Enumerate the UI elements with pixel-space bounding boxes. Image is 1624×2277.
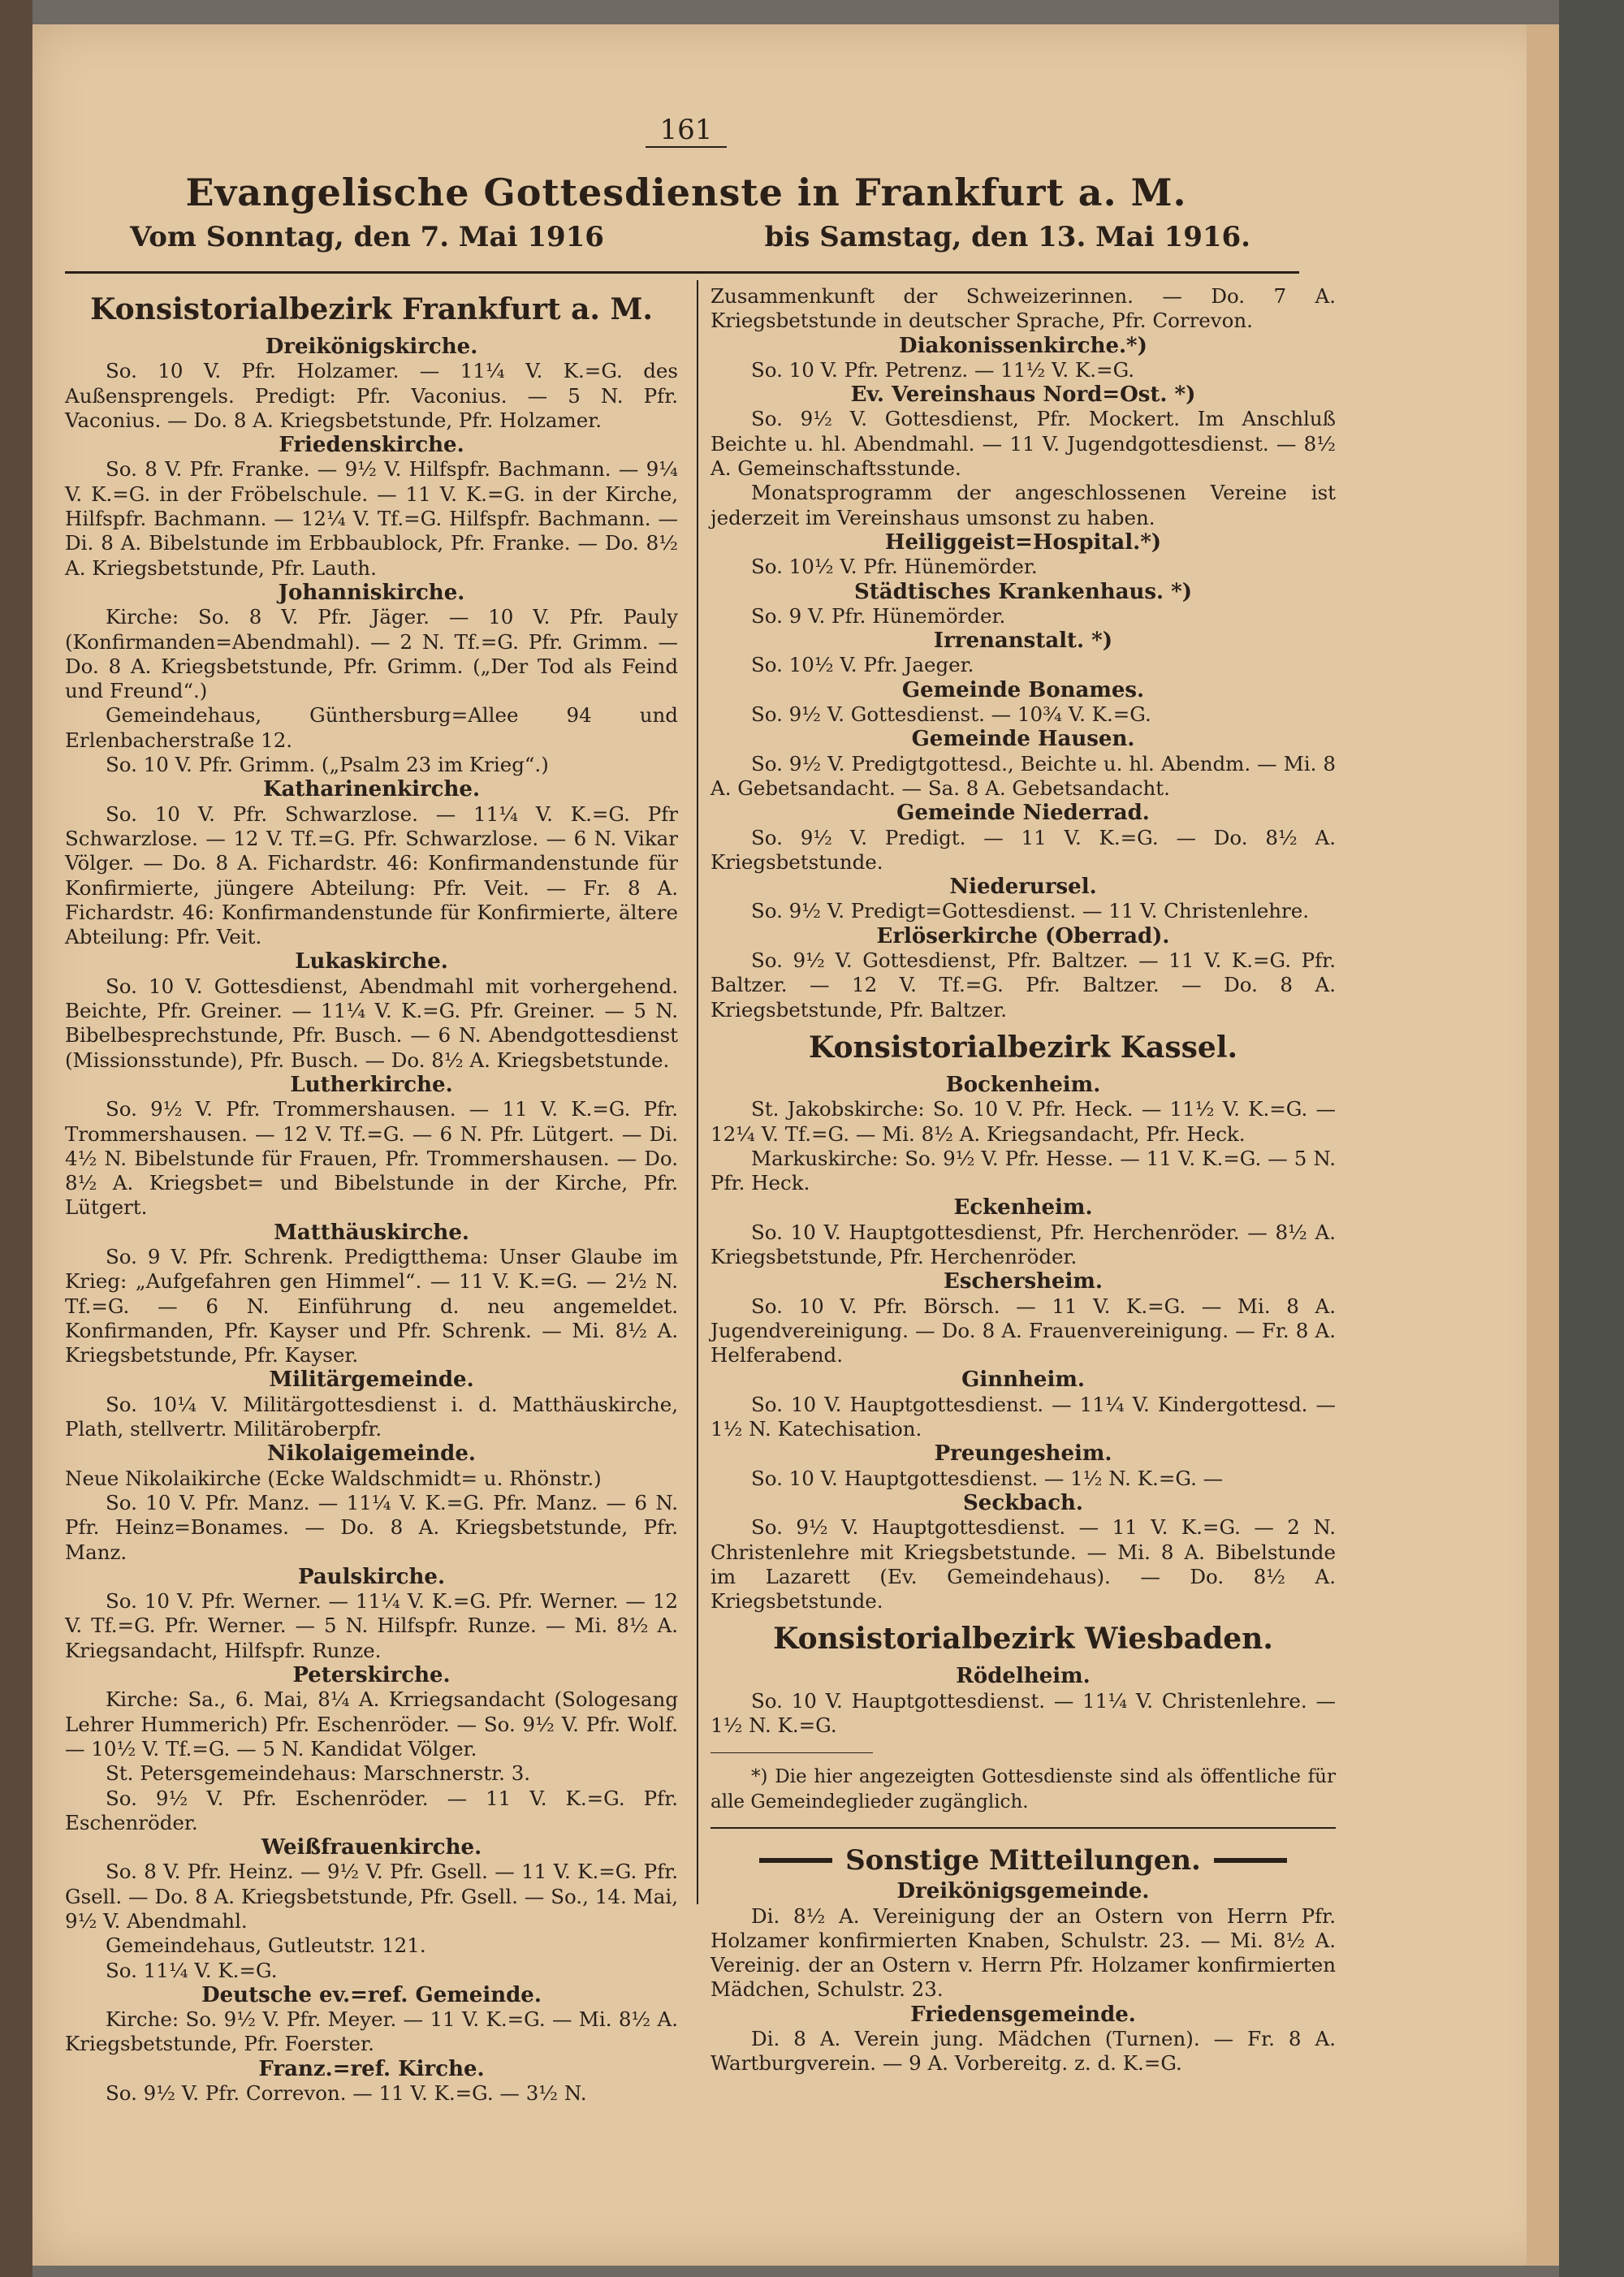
- service-text: So. 10 V. Pfr. Werner. — 11¼ V. K.=G. Pfr. Werner. — 12 V. Tf.=G. Pfr. Werner. — 5 N. Hilfspfr. Runze. — Mi. 8½ A. Kriegsandacht, Hilfspfr. Runze.: [65, 1589, 678, 1662]
- church-heading: Katharinenkirche.: [262, 777, 481, 802]
- church-heading: Lukaskirche.: [295, 949, 448, 974]
- service-text: So. 9 V. Pfr. Schrenk. Predigtthema: Unser Glaube im Krieg: „Aufgefahren gen Himmel“. — 11 V. K.=G. — 2½ N. Tf.=G. — 6 N. Einführung d. neu angemeldet. Konfirmanden, Pfr. Kayser und Pfr. Schrenk. — Mi. 8½ A. Kriegsbetstunde, Pfr. Kayser.: [65, 1244, 678, 1367]
- service-text: So. 9½ V. Predigt. — 11 V. K.=G. — Do. 8½ A. Kriegsbetstunde.: [710, 825, 1336, 874]
- service-text: Gemeindehaus, Günthersburg=Allee 94 und Erlenbacherstraße 12.: [65, 703, 678, 752]
- service-text: Zusammenkunft der Schweizerinnen. — Do. 7 A. Kriegsbetstunde in deutscher Sprache, Pfr. Correvon.: [710, 284, 1336, 333]
- service-text: So. 9½ V. Predigt=Gottesdienst. — 11 V. Christenlehre.: [751, 899, 1310, 923]
- church-heading: Preungesheim.: [934, 1441, 1112, 1467]
- service-text: So. 10 V. Pfr. Holzamer. — 11¼ V. K.=G. des Außensprengels. Predigt: Pfr. Vaconius. — 5 N. Pfr. Vaconius. — Do. 8 A. Kriegsbetstunde, Pfr. Holzamer.: [65, 359, 678, 432]
- service-text: So. 10 V. Pfr. Manz. — 11¼ V. K.=G. Pfr. Manz. — 6 N. Pfr. Heinz=Bonames. — Do. 8 A. Kriegsbetstunde, Pfr. Manz.: [65, 1490, 678, 1564]
- service-text: So. 10½ V. Pfr. Jaeger.: [751, 653, 974, 677]
- service-text: So. 9 V. Pfr. Hünemörder.: [751, 603, 1006, 628]
- church-heading: Peterskirche.: [292, 1663, 451, 1688]
- church-heading: Städtisches Krankenhaus. *): [853, 579, 1193, 604]
- service-text: So. 10½ V. Pfr. Hünemörder.: [751, 555, 1038, 579]
- service-text: So. 10 V. Pfr. Petrenz. — 11½ V. K.=G.: [751, 357, 1135, 382]
- service-text: Kirche: Sa., 6. Mai, 8¼ A. Krriegsandacht (Sologesang Lehrer Hummerich) Pfr. Eschenröder. — So. 9½ V. Pfr. Wolf. — 10½ V. Tf.=G. — 5 N. Kandidat Völger.: [65, 1687, 678, 1761]
- service-text: Monatsprogramm der angeschlossenen Vereine ist jederzeit im Vereinshaus umsonst zu haben.: [710, 481, 1336, 529]
- church-heading: Friedensgemeinde.: [910, 2002, 1136, 2027]
- service-text: So. 10 V. Hauptgottesdienst. — 1½ N. K.=G. —: [751, 1466, 1224, 1490]
- heading-bar: [1214, 1858, 1287, 1863]
- church-heading: Nikolaigemeinde.: [267, 1441, 476, 1467]
- church-heading: Johanniskirche.: [278, 580, 465, 605]
- service-text: Kirche: So. 8 V. Pfr. Jäger. — 10 V. Pfr. Pauly (Konfirmanden=Abendmahl). — 2 N. Tf.=G. Pfr. Grimm. — Do. 8 A. Kriegsbetstunde, Pfr. Grimm. („Der Tod als Feind und Freund“.): [65, 605, 678, 703]
- church-heading: Gemeinde Hausen.: [911, 727, 1135, 752]
- book-cover-edge: [1559, 0, 1624, 2277]
- church-heading: Seckbach.: [963, 1490, 1083, 1515]
- header-rule: [65, 271, 1299, 274]
- church-heading: Dreikönigskirche.: [265, 335, 478, 359]
- service-text: So. 10 V. Pfr. Schwarzlose. — 11¼ V. K.=G. Pfr Schwarzlose. — 12 V. Tf.=G. Pfr. Schwarzlose. — 6 N. Vikar Völger. — Do. 8 A. Fichardstr. 46: Konfirmandenstunde für Konfirmierte, jüngere Abteilung: Pfr. Veit. — Fr. 8 A. Fichardstr. 46: Konfirmandenstunde für Konfirmierte, ältere Abteilung: Pfr. Veit.: [65, 801, 678, 949]
- date-range: [73, 221, 1299, 253]
- date-from: Vom Sonntag, den 7. Mai 1916: [130, 221, 604, 253]
- church-heading: Ginnheim.: [961, 1367, 1085, 1393]
- service-text: So. 8 V. Pfr. Franke. — 9½ V. Hilfspfr. Bachmann. — 9¼ V. K.=G. in der Fröbelschule. — 11 V. K.=G. in der Kirche, Hilfspfr. Bachmann. — 12¼ V. Tf.=G. Hilfspfr. Bachmann. — Di. 8 A. Bibelstunde im Erbbaublock, Pfr. Franke. — Do. 8½ A. Kriegsbetstunde, Pfr. Lauth.: [65, 457, 678, 580]
- service-text: So. 9½ V. Pfr. Trommershausen. — 11 V. K.=G. Pfr. Trommershausen. — 12 V. Tf.=G. — 6 N. Pfr. Lütgert. — Di. 4½ N. Bibelstunde für Frauen, Pfr. Trommershausen. — Do. 8½ A. Kriegsbet= und Bibelstunde in der Kirche, Pfr. Lütgert.: [65, 1097, 678, 1220]
- service-text: So. 10 V. Pfr. Börsch. — 11 V. K.=G. — Mi. 8 A. Jugendvereinigung. — Do. 8 A. Frauenvereinigung. — Fr. 8 A. Helferabend.: [710, 1294, 1336, 1367]
- service-text: So. 8 V. Pfr. Heinz. — 9½ V. Pfr. Gsell. — 11 V. K.=G. Pfr. Gsell. — Do. 8 A. Kriegsbetstunde, Pfr. Gsell. — So., 14. Mai, 9½ V. Abendmahl.: [65, 1860, 678, 1933]
- service-text: So. 10 V. Hauptgottesdienst, Pfr. Herchenröder. — 8½ A. Kriegsbetstunde, Pfr. Herchenröder.: [710, 1220, 1336, 1268]
- right-column: [710, 284, 1336, 2076]
- church-heading: Erlöserkirche (Oberrad).: [876, 923, 1170, 948]
- church-heading: Lutherkirche.: [290, 1072, 453, 1097]
- page-edge: [1527, 24, 1559, 2266]
- page-number: 161: [73, 114, 1299, 146]
- church-heading: Ev. Vereinshaus Nord=Ost. *): [850, 382, 1196, 408]
- church-heading: Franz.=ref. Kirche.: [258, 2056, 485, 2081]
- service-text: Markuskirche: So. 9½ V. Pfr. Hesse. — 11 V. K.=G. — 5 N. Pfr. Heck.: [710, 1146, 1336, 1195]
- church-heading: Eckenheim.: [953, 1195, 1093, 1221]
- service-text: Di. 8½ A. Vereinigung der an Ostern von Herrn Pfr. Holzamer konfirmierten Knaben, Schulstr. 23. — Mi. 8½ A. Vereinig. der an Ostern v. Herrn Pfr. Holzamer konfirmierten Mädchen, Schulstr. 23.: [710, 1903, 1336, 2002]
- service-text: So. 10 V. Hauptgottesdienst. — 11¼ V. Christenlehre. — 1½ N. K.=G.: [710, 1688, 1336, 1738]
- church-heading: Eschersheim.: [944, 1269, 1103, 1294]
- column-divider: [697, 280, 698, 1904]
- service-text: Gemeindehaus, Gutleutstr. 121.: [106, 1934, 426, 1958]
- service-text: Kirche: So. 9½ V. Pfr. Meyer. — 11 V. K.=G. — Mi. 8½ A. Kriegsbetstunde, Pfr. Foerster.: [65, 2007, 678, 2056]
- service-text: So. 9½ V. Pfr. Correvon. — 11 V. K.=G. — 3½ N.: [106, 2081, 587, 2106]
- page-header: [73, 114, 1299, 253]
- church-heading: Niederursel.: [949, 875, 1097, 900]
- church-heading: Irrenanstalt. *): [933, 629, 1113, 654]
- service-text: So. 9½ V. Gottesdienst, Pfr. Mockert. Im Anschluß Beichte u. hl. Abendmahl. — 11 V. Jugendgottesdienst. — 8½ A. Gemeinschaftsstunde.: [710, 407, 1336, 481]
- church-heading: Gemeinde Niederrad.: [896, 801, 1150, 826]
- bezirk-heading: Konsistorialbezirk Frankfurt a. M.: [90, 292, 653, 326]
- service-text: Neue Nikolaikirche (Ecke Waldschmidt= u. Rhönstr.): [65, 1466, 602, 1490]
- service-text: So. 9½ V. Predigtgottesd., Beichte u. hl. Abendm. — Mi. 8 A. Gebetsandacht. — Sa. 8 A. Gebetsandacht.: [710, 751, 1336, 800]
- church-heading: Bockenheim.: [945, 1072, 1101, 1097]
- service-text: So. 10 V. Pfr. Grimm. („Psalm 23 im Krieg“.): [106, 753, 549, 777]
- sonstige-label: Sonstige Mitteilungen.: [845, 1843, 1201, 1877]
- church-heading: Dreikönigsgemeinde.: [896, 1879, 1150, 1904]
- sonstige-heading: [710, 1843, 1336, 1877]
- service-text: St. Jakobskirche: So. 10 V. Pfr. Heck. — 11½ V. K.=G. — 12¼ V. Tf.=G. — Mi. 8½ A. Kriegsandacht, Pfr. Heck.: [710, 1097, 1336, 1146]
- bezirk-heading: Konsistorialbezirk Wiesbaden.: [773, 1622, 1273, 1657]
- heading-bar: [759, 1858, 832, 1863]
- service-text: So. 9½ V. Pfr. Eschenröder. — 11 V. K.=G. Pfr. Eschenröder.: [65, 1786, 678, 1834]
- church-heading: Deutsche ev.=ref. Gemeinde.: [201, 1982, 542, 2007]
- church-heading: Rödelheim.: [956, 1664, 1091, 1689]
- service-text: Di. 8 A. Verein jung. Mädchen (Turnen). — Fr. 8 A. Wartburgverein. — 9 A. Vorbereitg. z. d. K.=G.: [710, 2027, 1336, 2076]
- church-heading: Diakonissenkirche.*): [899, 333, 1147, 358]
- left-column: [65, 284, 678, 2106]
- church-heading: Friedenskirche.: [279, 433, 464, 458]
- service-text: St. Petersgemeindehaus: Marschnerstr. 3.: [106, 1761, 531, 1786]
- service-text: So. 11¼ V. K.=G.: [106, 1958, 278, 1982]
- footnote-rule: [710, 1752, 873, 1753]
- service-text: So. 10 V. Gottesdienst, Abendmahl mit vorhergehend. Beichte, Pfr. Greiner. — 11¼ V. K.=G. Pfr. Greiner. — 5 N. Bibelbesprechstunde, Pfr. Busch. — 6 N. Abendgottesdienst (Missionsstunde), Pfr. Busch. — Do. 8½ A. Kriegsbetstunde.: [65, 974, 678, 1072]
- footnote: *) Die hier angezeigten Gottesdienste sind als öffentliche für alle Gemeindeglieder zugänglich.: [710, 1766, 1336, 1813]
- church-heading: Gemeinde Bonames.: [901, 677, 1145, 702]
- church-heading: Weißfrauenkirche.: [261, 1835, 482, 1860]
- church-heading: Heiliggeist=Hospital.*): [884, 529, 1162, 555]
- bezirk-heading: Konsistorialbezirk Kassel.: [808, 1030, 1238, 1065]
- service-text: So. 9½ V. Gottesdienst, Pfr. Baltzer. — 11 V. K.=G. Pfr. Baltzer. — 12 V. Tf.=G. Pfr. Baltzer. — Do. 8 A. Kriegsbetstunde, Pfr. Baltzer.: [710, 948, 1336, 1022]
- church-heading: Paulskirche.: [297, 1564, 446, 1589]
- service-text: So. 10¼ V. Militärgottesdienst i. d. Matthäuskirche, Plath, stellvertr. Militäroberpfr.: [65, 1392, 678, 1441]
- page-title: Evangelische Gottesdienste in Frankfurt a. M.: [185, 171, 1187, 214]
- section-rule: [710, 1827, 1336, 1829]
- church-heading: Matthäuskirche.: [274, 1220, 469, 1245]
- book-binding: [0, 0, 32, 2277]
- date-to: bis Samstag, den 13. Mai 1916.: [764, 221, 1250, 253]
- church-heading: Militärgemeinde.: [269, 1367, 474, 1393]
- service-text: So. 9½ V. Gottesdienst. — 10¾ V. K.=G.: [751, 702, 1151, 727]
- service-text: So. 9½ V. Hauptgottesdienst. — 11 V. K.=G. — 2 N. Christenlehre mit Kriegsbetstunde. — Mi. 8 A. Bibelstunde im Lazarett (Ev. Gemeindehaus). — Do. 8½ A. Kriegsbetstunde.: [710, 1515, 1336, 1614]
- service-text: So. 10 V. Hauptgottesdienst. — 11¼ V. Kindergottesd. — 1½ N. Katechisation.: [710, 1392, 1336, 1441]
